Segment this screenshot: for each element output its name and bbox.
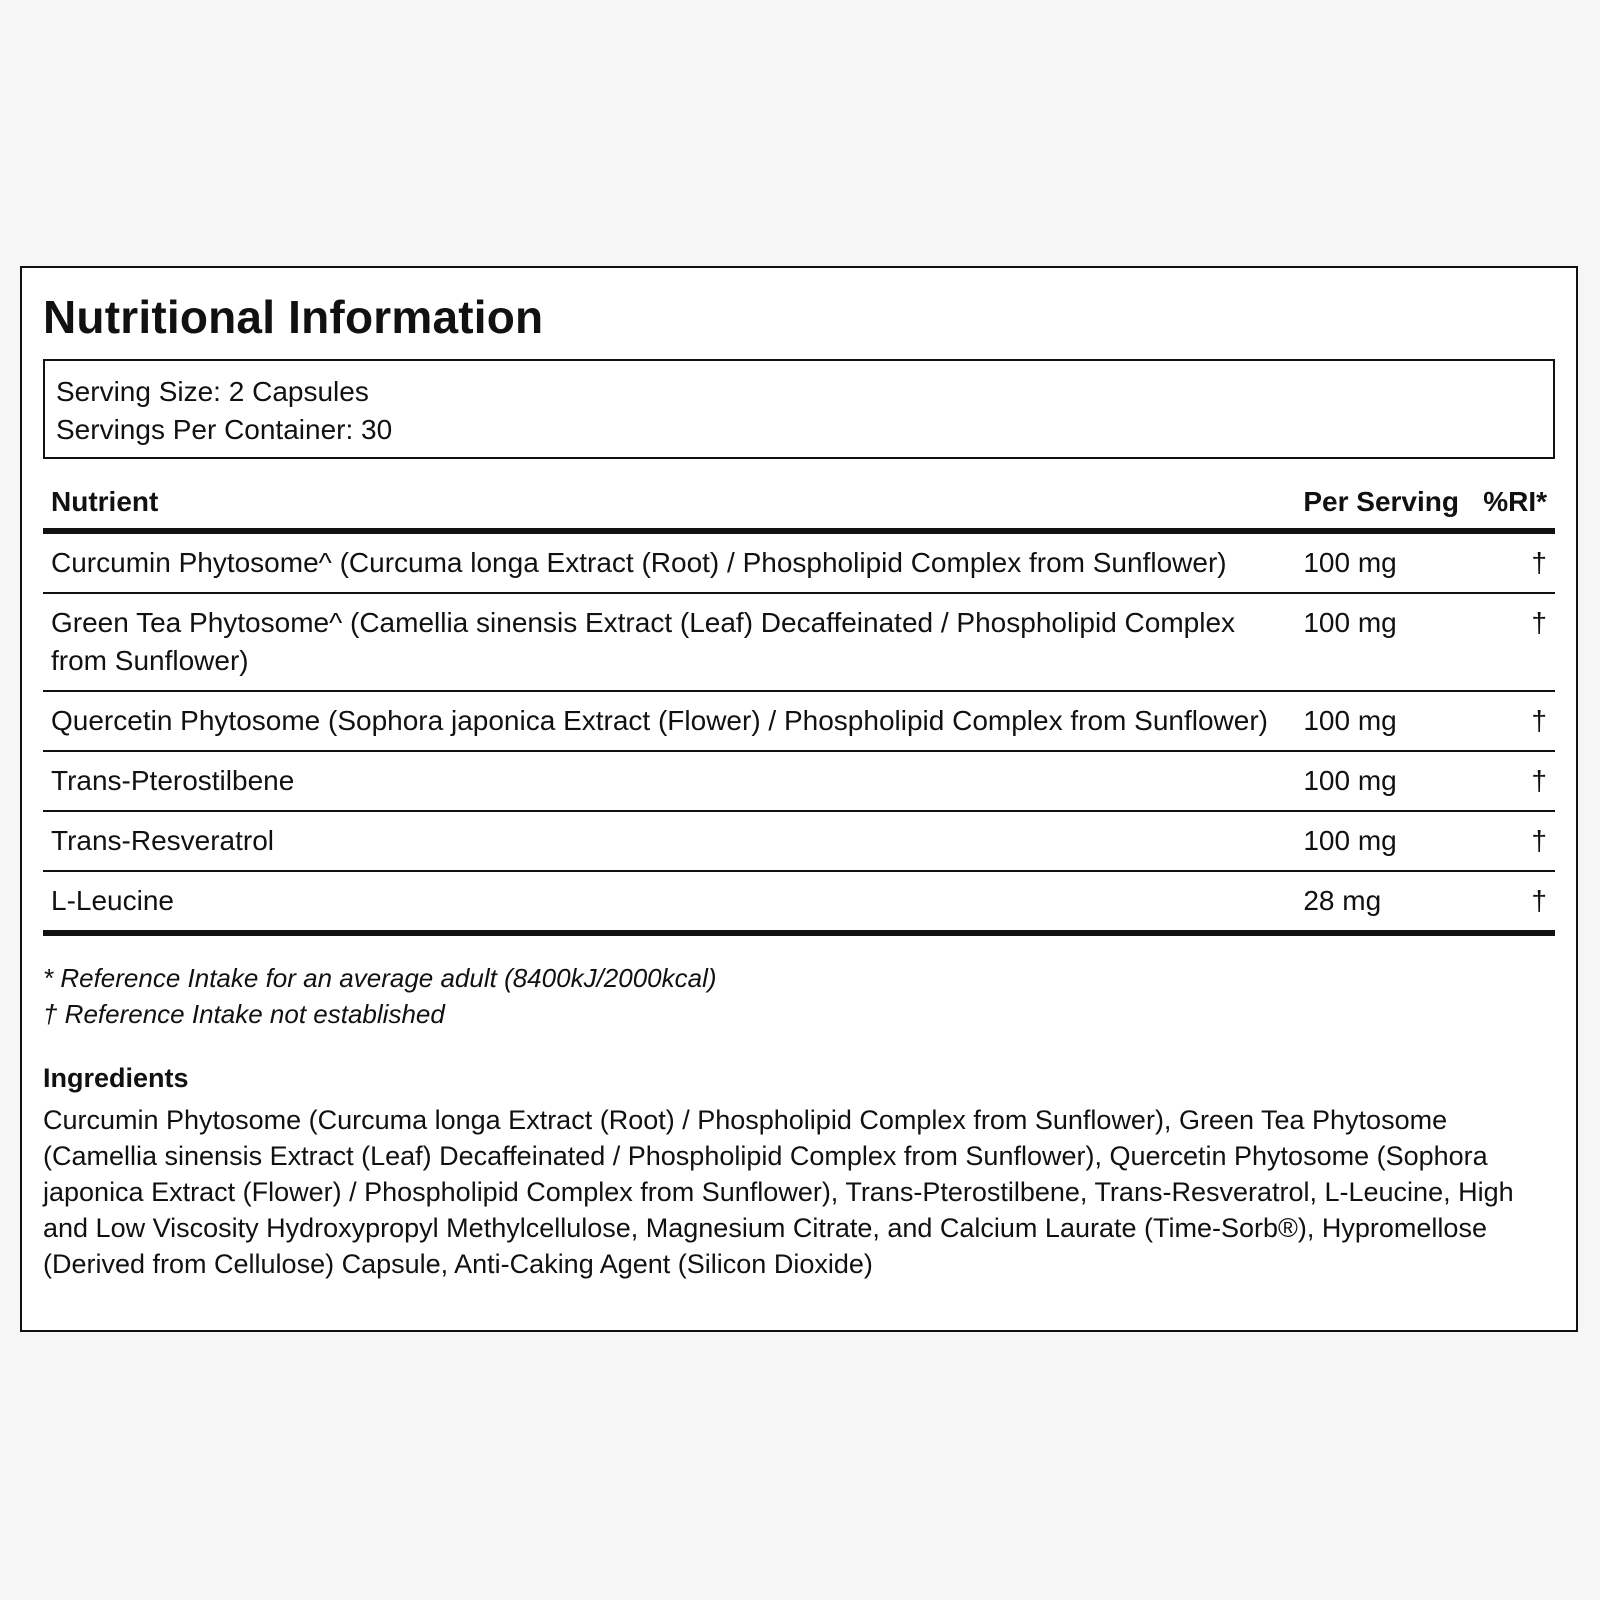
- table-row: [43, 811, 1555, 871]
- nutrient-name: Green Tea Phytosome^ (Camellia sinensis Extract (Leaf) Decaffeinated / Phospholipid Complex from Sunflower): [43, 593, 1295, 691]
- nutrient-name: Trans-Resveratrol: [43, 811, 1295, 871]
- nutrient-amount: 100 mg: [1295, 593, 1467, 691]
- nutrient-amount: 100 mg: [1295, 811, 1467, 871]
- nutrient-amount: 100 mg: [1295, 751, 1467, 811]
- footnotes: [43, 960, 1555, 1032]
- nutrient-amount: 28 mg: [1295, 871, 1467, 933]
- column-header-ri: %RI*: [1467, 484, 1555, 531]
- nutrient-name: Curcumin Phytosome^ (Curcuma longa Extract (Root) / Phospholipid Complex from Sunflower): [43, 531, 1295, 593]
- nutrient-ri: †: [1467, 751, 1555, 811]
- nutrient-ri: †: [1467, 811, 1555, 871]
- ingredients-list: Curcumin Phytosome (Curcuma longa Extract (Root) / Phospholipid Complex from Sunflower), Green Tea Phytosome (Camellia sinensis Extract (Leaf) Decaffeinated / Phospholipid Complex from Sunflower), Quercetin Phytosome (Sophora japonica Extract (Flower) / Phospholipid Complex from Sunflower), Trans-Pterostilbene, Trans-Resveratrol, L-Leucine, High and Low Viscosity Hydroxypropyl Methylcellulose, Magnesium Citrate, and Calcium Laurate (Time-Sorb®), Hypromellose (Derived from Cellulose) Capsule, Anti-Caking Agent (Silicon Dioxide): [43, 1104, 1514, 1279]
- column-header-per-serving: Per Serving: [1295, 484, 1467, 531]
- nutrient-table: [43, 484, 1555, 936]
- nutrient-ri: †: [1467, 691, 1555, 751]
- serving-info-box: [43, 359, 1555, 459]
- servings-per-container: Servings Per Container: 30: [56, 413, 393, 445]
- nutrient-ri: †: [1467, 593, 1555, 691]
- page-title: Nutritional Information: [43, 291, 544, 343]
- footnote-reference-intake: * Reference Intake for an average adult (8400kJ/2000kcal): [43, 962, 717, 993]
- nutrition-panel: [20, 266, 1578, 1332]
- table-row: [43, 691, 1555, 751]
- footnote-not-established: † Reference Intake not established: [43, 998, 445, 1029]
- ingredients-heading: Ingredients: [43, 1062, 189, 1093]
- table-row: [43, 871, 1555, 933]
- table-row: [43, 751, 1555, 811]
- nutrient-name: Trans-Pterostilbene: [43, 751, 1295, 811]
- column-header-nutrient: Nutrient: [43, 484, 1295, 531]
- table-row: [43, 593, 1555, 691]
- nutrient-name: Quercetin Phytosome (Sophora japonica Extract (Flower) / Phospholipid Complex from Sunflower): [43, 691, 1295, 751]
- nutrient-amount: 100 mg: [1295, 691, 1467, 751]
- table-row: [43, 531, 1555, 593]
- table-header-row: [43, 484, 1555, 531]
- nutrient-ri: †: [1467, 531, 1555, 593]
- nutrient-ri: †: [1467, 871, 1555, 933]
- serving-size: Serving Size: 2 Capsules: [56, 375, 369, 407]
- nutrient-amount: 100 mg: [1295, 531, 1467, 593]
- nutrient-name: L-Leucine: [43, 871, 1295, 933]
